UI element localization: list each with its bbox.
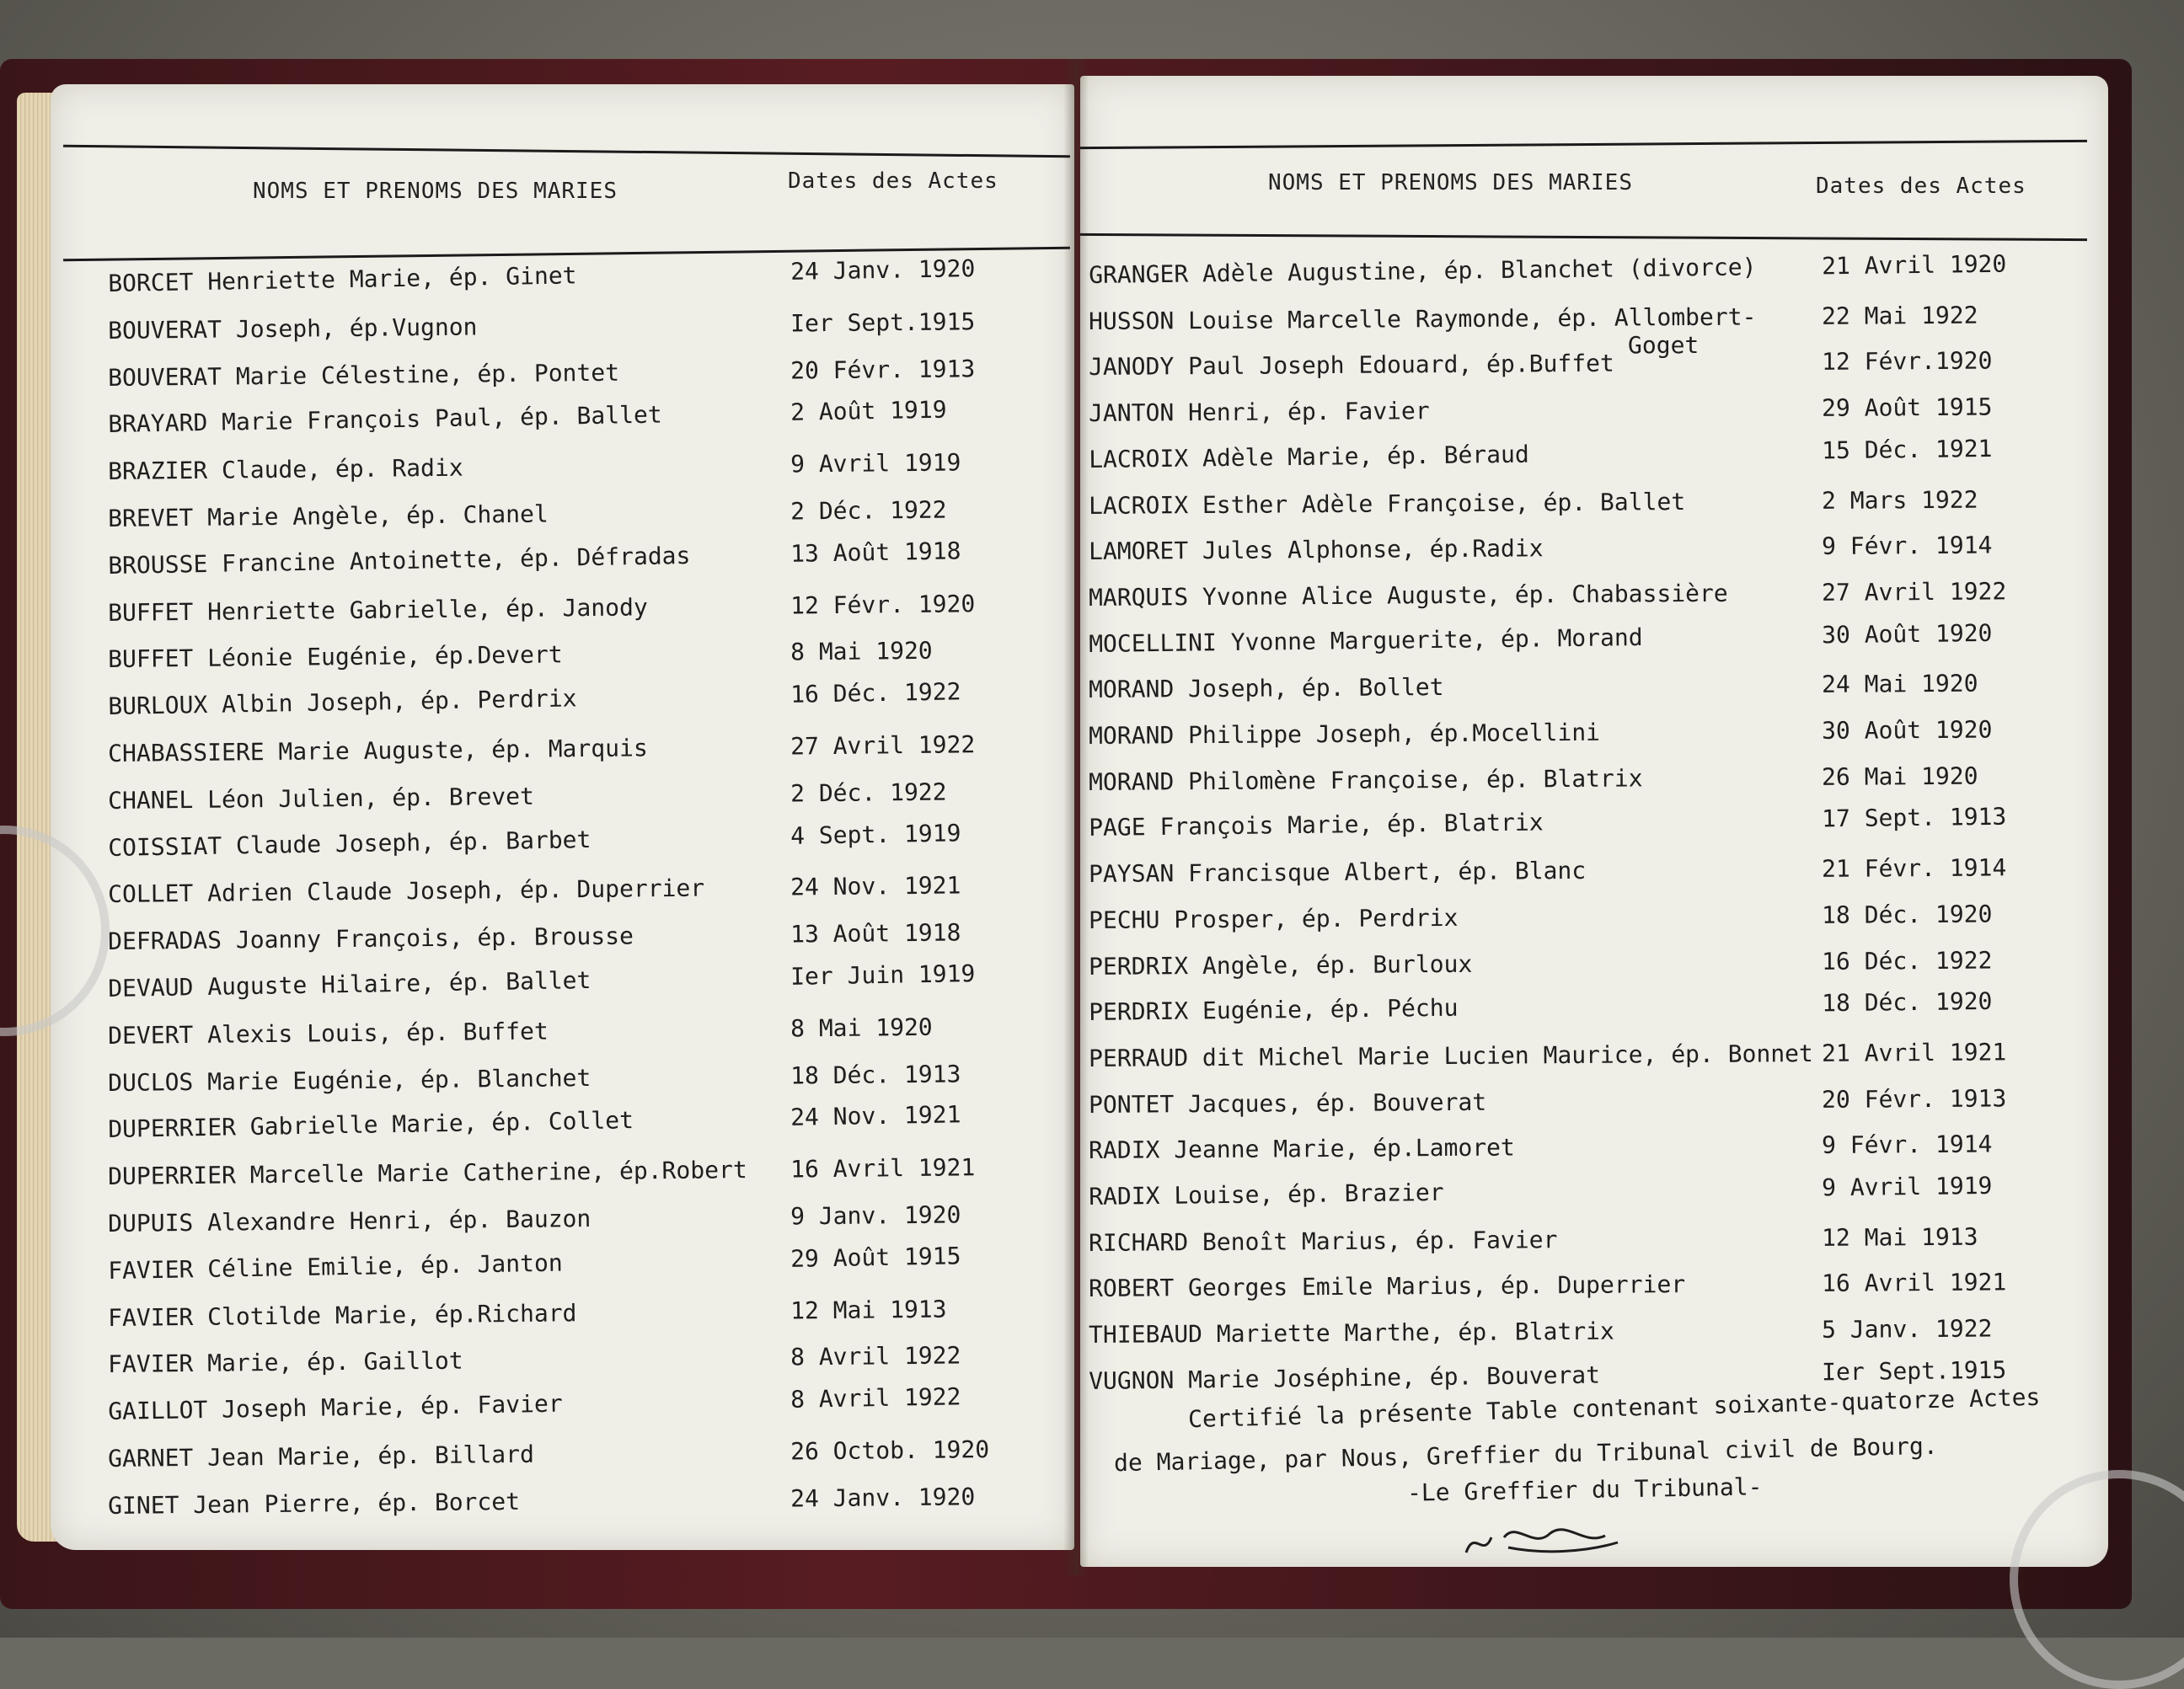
- entry-names: COISSIAT Claude Joseph, ép. Barbet: [108, 825, 592, 862]
- entry-date: 9 Févr. 1914: [1821, 531, 1993, 561]
- entry-names: FAVIER Clotilde Marie, ép.Richard: [108, 1298, 577, 1332]
- entry-names: DUPUIS Alexandre Henri, ép. Bauzon: [108, 1204, 592, 1237]
- entry-date: 9 Févr. 1914: [1821, 1130, 1993, 1160]
- entry-names: GINET Jean Pierre, ép. Borcet: [108, 1487, 521, 1520]
- entry-names: VUGNON Marie Joséphine, ép. Bouverat: [1089, 1360, 1601, 1395]
- entry-names: BROUSSE Francine Antoinette, ép. Défradas: [108, 541, 691, 580]
- book-gutter: [1063, 59, 1089, 1575]
- entry-date: 27 Avril 1922: [790, 730, 976, 761]
- entry-date: 9 Avril 1919: [790, 448, 961, 478]
- entry-date: 29 Août 1915: [1821, 393, 1993, 423]
- entry-names: GRANGER Adèle Augustine, ép. Blanchet (divorce): [1089, 253, 1757, 289]
- certification-line-2: de Mariage, par Nous, Greffier du Tribunal civil de Bourg.: [1113, 1431, 1938, 1478]
- entry-names: BUFFET Henriette Gabrielle, ép. Janody: [108, 592, 648, 627]
- entry-date: 4 Sept. 1919: [790, 818, 961, 850]
- entry-names: ROBERT Georges Emile Marius, ép. Duperrier: [1089, 1270, 1686, 1303]
- entry-names: BRAZIER Claude, ép. Radix: [108, 453, 463, 486]
- entry-names: RADIX Louise, ép. Brazier: [1089, 1178, 1444, 1211]
- entry-date: 21 Avril 1920: [1821, 249, 2007, 281]
- entry-date: 9 Janv. 1920: [790, 1200, 961, 1231]
- entry-names: DEFRADAS Joanny François, ép. Brousse: [108, 922, 634, 956]
- greffier-signature: [1458, 1512, 1626, 1563]
- entry-date: 12 Mai 1913: [790, 1295, 947, 1325]
- entry-names: RADIX Jeanne Marie, ép.Lamoret: [1089, 1133, 1515, 1165]
- entry-date: 16 Avril 1921: [1821, 1268, 2007, 1298]
- entry-date: 20 Févr. 1913: [790, 354, 976, 385]
- entry-names: BOUVERAT Joseph, ép.Vugnon: [108, 313, 478, 345]
- entry-names: GARNET Jean Marie, ép. Billard: [108, 1440, 535, 1473]
- entry-names: PONTET Jacques, ép. Bouverat: [1089, 1088, 1487, 1119]
- entry-names: DUCLOS Marie Eugénie, ép. Blanchet: [108, 1063, 592, 1097]
- entry-names: BORCET Henriette Marie, ép. Ginet: [108, 261, 577, 297]
- entry-date: 8 Mai 1920: [790, 637, 933, 666]
- entry-names: CHANEL Léon Julien, ép. Brevet: [108, 782, 535, 815]
- entry-names: BRAYARD Marie François Paul, ép. Ballet: [108, 400, 662, 439]
- entry-date: 30 Août 1920: [1821, 715, 1993, 745]
- entry-names: BUFFET Léonie Eugénie, ép.Devert: [108, 640, 563, 674]
- entry-names: LAMORET Jules Alphonse, ép.Radix: [1089, 534, 1544, 566]
- entry-date: 21 Avril 1921: [1821, 1038, 2007, 1067]
- entry-date: 2 Déc. 1922: [790, 495, 947, 526]
- entry-date: 16 Avril 1921: [790, 1153, 976, 1184]
- entry-date: 17 Sept. 1913: [1821, 803, 2007, 833]
- entry-names: FAVIER Céline Emilie, ép. Janton: [108, 1248, 563, 1285]
- entry-names: MORAND Joseph, ép. Bollet: [1089, 673, 1444, 704]
- entry-date: 26 Octob. 1920: [790, 1435, 990, 1466]
- entry-date: 29 Août 1915: [790, 1242, 961, 1273]
- certification-line-1: Certifié la présente Table contenant soixante-quatorze Actes: [1187, 1382, 2041, 1434]
- entry-date: 15 Déc. 1921: [1821, 434, 1993, 465]
- entry-date: 30 Août 1920: [1821, 618, 1993, 649]
- entry-name-continuation: Goget: [1628, 330, 1700, 359]
- entry-names: PECHU Prosper, ép. Perdrix: [1089, 903, 1459, 934]
- entry-names: PAYSAN Francisque Albert, ép. Blanc: [1089, 856, 1587, 889]
- entry-date: 2 Mars 1922: [1821, 485, 1978, 515]
- entry-date: 18 Déc. 1920: [1821, 987, 1993, 1018]
- entry-date: 24 Nov. 1921: [790, 871, 961, 901]
- entry-date: 18 Déc. 1920: [1821, 900, 1993, 929]
- entry-names: PERDRIX Eugénie, ép. Péchu: [1089, 993, 1459, 1027]
- entry-names: PERRAUD dit Michel Marie Lucien Maurice, ép. Bonnet: [1089, 1039, 1813, 1072]
- entry-date: Ier Sept.1915: [790, 307, 976, 338]
- entry-names: LACROIX Adèle Marie, ép. Béraud: [1089, 440, 1529, 473]
- entry-names: MORAND Philomène Françoise, ép. Blatrix: [1089, 764, 1643, 796]
- entry-date: 16 Déc. 1922: [1821, 946, 1993, 975]
- entry-names: RICHARD Benoît Marius, ép. Favier: [1089, 1225, 1558, 1257]
- entry-names: MARQUIS Yvonne Alice Auguste, ép. Chabassière: [1089, 579, 1728, 612]
- entry-names: BREVET Marie Angèle, ép. Chanel: [108, 500, 549, 532]
- entry-names: FAVIER Marie, ép. Gaillot: [108, 1346, 463, 1379]
- certification-line-3: -Le Greffier du Tribunal-: [1406, 1473, 1763, 1507]
- entry-names: CHABASSIERE Marie Auguste, ép. Marquis: [108, 734, 648, 767]
- entry-date: 13 Août 1918: [790, 537, 961, 568]
- entry-names: PAGE François Marie, ép. Blatrix: [1089, 808, 1544, 842]
- entry-date: Ier Juin 1919: [790, 959, 976, 991]
- left-header-dates: Dates des Actes: [788, 168, 998, 194]
- left-header-names: NOMS ET PRENOMS DES MARIES: [253, 179, 618, 204]
- entry-names: PERDRIX Angèle, ép. Burloux: [1089, 949, 1473, 981]
- right-header-names: NOMS ET PRENOMS DES MARIES: [1268, 170, 1633, 195]
- entry-date: 13 Août 1918: [790, 918, 961, 949]
- entry-date: 12 Mai 1913: [1821, 1222, 1978, 1252]
- entry-names: JANTON Henri, ép. Favier: [1089, 397, 1430, 428]
- entry-date: 24 Janv. 1920: [790, 1483, 976, 1513]
- entry-date: 12 Févr.1920: [1821, 346, 1993, 377]
- entry-date: 24 Nov. 1921: [790, 1100, 961, 1132]
- entry-names: THIEBAUD Mariette Marthe, ép. Blatrix: [1089, 1317, 1614, 1350]
- entry-date: Ier Sept.1915: [1821, 1355, 2007, 1387]
- entry-date: 16 Déc. 1922: [790, 677, 961, 709]
- entry-date: 22 Mai 1922: [1821, 301, 1978, 330]
- entry-date: 9 Avril 1919: [1821, 1171, 1993, 1202]
- entry-names: DUPERRIER Gabrielle Marie, ép. Collet: [108, 1106, 634, 1144]
- entry-date: 8 Avril 1922: [790, 1382, 961, 1414]
- entry-names: DEVAUD Auguste Hilaire, ép. Ballet: [108, 965, 592, 1002]
- entry-names: JANODY Paul Joseph Edouard, ép.Buffet: [1089, 350, 1614, 382]
- entry-date: 26 Mai 1920: [1821, 762, 1978, 791]
- entry-names: BOUVERAT Marie Célestine, ép. Pontet: [108, 358, 620, 392]
- entry-date: 18 Déc. 1913: [790, 1059, 961, 1090]
- entry-date: 24 Mai 1920: [1821, 669, 1978, 699]
- entry-names: MORAND Philippe Joseph, ép.Mocellini: [1089, 718, 1601, 750]
- entry-date: 20 Févr. 1913: [1821, 1083, 2007, 1114]
- entry-names: MOCELLINI Yvonne Marguerite, ép. Morand: [1089, 623, 1643, 658]
- entry-date: 2 Déc. 1922: [790, 778, 947, 808]
- entry-names: HUSSON Louise Marcelle Raymonde, ép. Allombert-: [1089, 302, 1757, 335]
- entry-names: BURLOUX Albin Joseph, ép. Perdrix: [108, 684, 577, 721]
- entry-date: 5 Janv. 1922: [1821, 1314, 1993, 1344]
- entry-date: 2 Août 1919: [790, 396, 947, 427]
- entry-names: DEVERT Alexis Louis, ép. Buffet: [108, 1017, 549, 1050]
- entry-names: COLLET Adrien Claude Joseph, ép. Duperrier: [108, 874, 705, 909]
- entry-date: 12 Févr. 1920: [790, 589, 976, 620]
- entry-date: 21 Févr. 1914: [1821, 853, 2007, 884]
- entry-date: 27 Avril 1922: [1821, 577, 2007, 607]
- entry-names: LACROIX Esther Adèle Françoise, ép. Ballet: [1089, 487, 1686, 520]
- entry-names: DUPERRIER Marcelle Marie Catherine, ép.Robert: [108, 1156, 747, 1191]
- entry-date: 8 Mai 1920: [790, 1013, 933, 1043]
- right-header-dates: Dates des Actes: [1816, 174, 2026, 199]
- entry-date: 8 Avril 1922: [790, 1341, 961, 1371]
- entry-names: GAILLOT Joseph Marie, ép. Favier: [108, 1389, 563, 1426]
- entry-date: 24 Janv. 1920: [790, 254, 976, 286]
